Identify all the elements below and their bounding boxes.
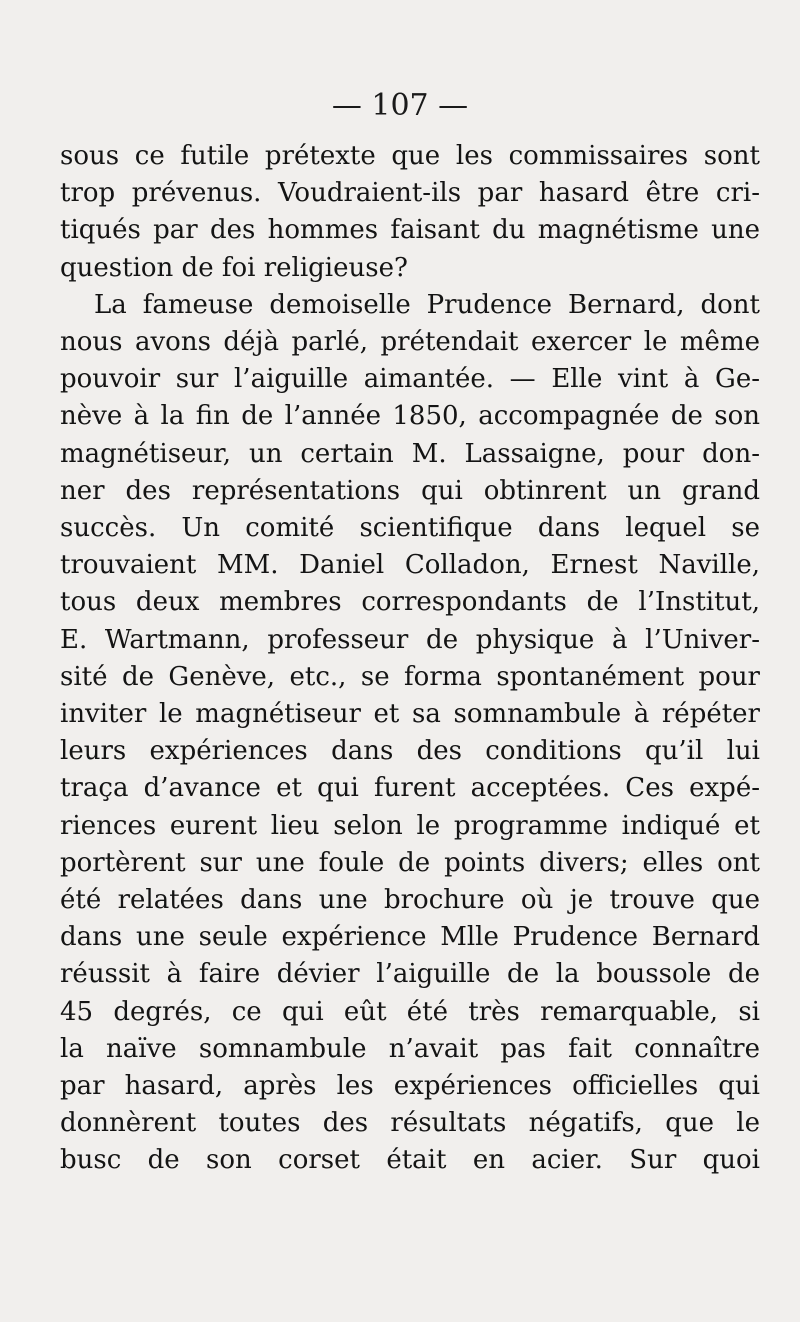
text-line: par hasard, après les expériences officielles qui (60, 1071, 760, 1102)
text-line: la naïve somnambule n’avait pas fait connaître (60, 1033, 760, 1064)
text-line: pouvoir sur l’aiguille aimantée. — Elle vint à Ge- (60, 364, 760, 395)
text-line: sous ce futile prétexte que les commissaires sont (60, 141, 760, 171)
text-line: E. Wartmann, professeur de physique à l’Univer- (60, 624, 760, 655)
text-line: traça d’avance et qui furent acceptées. Ces expé- (60, 773, 760, 804)
text-line: magnétiseur, un certain M. Lassaigne, pour don- (60, 438, 760, 469)
text-line: donnèrent toutes des résultats négatifs, que le (60, 1108, 760, 1139)
text-line: tiqués par des hommes faisant du magnétisme une (60, 215, 760, 246)
text-line: nous avons déjà parlé, prétendait exercer le même (60, 327, 760, 358)
text-line: riences eurent lieu selon le programme indiqué et (60, 810, 760, 841)
body-text (60, 138, 760, 1180)
page-number: — 107 — (331, 88, 469, 123)
text-line: leurs expériences dans des conditions qu’il lui (60, 736, 760, 767)
text-line: ner des représentations qui obtinrent un grand (60, 475, 760, 506)
text-line: été relatées dans une brochure où je trouve que (60, 885, 760, 916)
text-line: sité de Genève, etc., se forma spontanément pour (60, 661, 760, 692)
text-line: tous deux membres correspondants de l’Institut, (60, 587, 760, 618)
text-line: dans une seule expérience Mlle Prudence Bernard (60, 922, 760, 953)
text-line: inviter le magnétiseur et sa somnambule à répéter (60, 699, 760, 730)
text-line: 45 degrés, ce qui eût été très remarquable, si (60, 996, 760, 1027)
text-line: trouvaient MM. Daniel Colladon, Ernest Naville, (60, 550, 760, 581)
text-line: portèrent sur une foule de points divers; elles ont (60, 847, 760, 878)
text-line: succès. Un comité scientifique dans lequel se (60, 513, 760, 544)
text-line: question de foi religieuse? (60, 252, 408, 283)
text-line: réussit à faire dévier l’aiguille de la boussole de (60, 959, 760, 990)
text-line: nève à la fin de l’année 1850, accompagnée de son (60, 401, 760, 432)
text-line: busc de son corset était en acier. Sur quoi (60, 1145, 760, 1176)
text-line: La fameuse demoiselle Prudence Bernard, dont (94, 289, 760, 320)
text-line: trop prévenus. Voudraient-ils par hasard être cri- (60, 178, 760, 209)
